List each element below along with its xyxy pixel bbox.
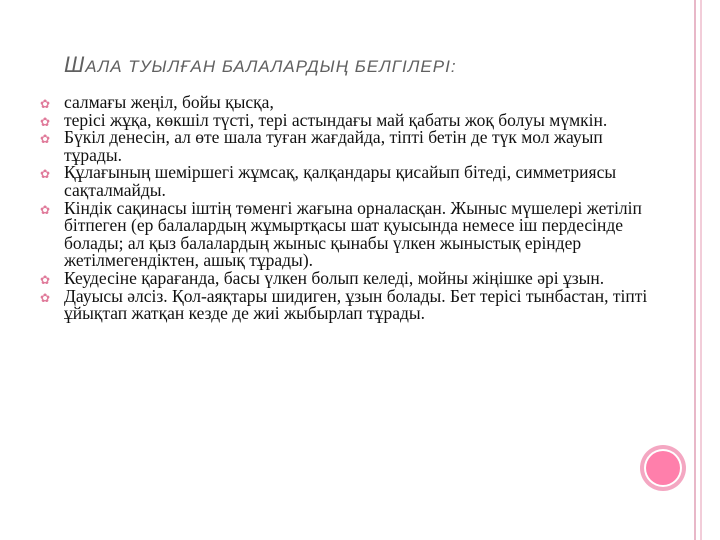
decorative-border <box>694 0 720 540</box>
list-item <box>40 129 660 164</box>
decorative-border-line <box>700 0 702 540</box>
flower-bullet-icon: ✿ <box>40 97 51 111</box>
list-item-text: Құлағының шеміршегі жұмсақ, қалқандары қисайып бітеді, симметриясы сақталмайды. <box>64 162 617 200</box>
list-item-text: салмағы жеңіл, бойы қысқа, <box>64 92 274 112</box>
list-item <box>40 285 660 324</box>
list-item-text: Дауысы әлсіз. Қол-аяқтары шидиген, ұзын болады. Бет терісі тынбастан, тіпті ұйықтап жатқан кезде де жиі жыбырлап тұрады. <box>64 285 648 324</box>
list-item-text: терісі жұқа, көкшіл түсті, тері астындағы май қабаты жоқ болуы мүмкін. <box>64 109 608 130</box>
slide-title-initial: Ш <box>64 52 86 77</box>
flower-bullet-icon: ✿ <box>40 114 51 129</box>
flower-bullet-icon: ✿ <box>40 167 51 182</box>
decorative-circle <box>640 445 686 491</box>
list-item <box>40 164 660 199</box>
flower-bullet-icon: ✿ <box>40 202 51 217</box>
list-item-text: Бүкіл денесін, ал өте шала туған жағдайда, тіпті бетін де түк мол жауып тұрады. <box>64 127 603 165</box>
slide-title <box>64 52 457 78</box>
list-item <box>40 197 660 271</box>
decorative-circle-dot <box>646 451 680 485</box>
flower-bullet-icon: ✿ <box>40 132 51 147</box>
slide-title-rest: АЛА ТУЫЛҒАН БАЛАЛАРДЫҢ БЕЛГІЛЕРІ: <box>85 57 457 76</box>
list-item-text: Кіндік сақинасы іштің төменгі жағына орналасқан. Жыныс мүшелері жетіліп бітпеген (ер балалардың жұмыртқасы шат қуысында немесе іш пердесінде болады; ал қыз балалардың жыныс қынабы үлкен жыныстық еріндер жетілмегендіктен, ашық тұрады). <box>64 197 642 271</box>
bullet-list <box>40 94 660 323</box>
flower-bullet-icon: ✿ <box>40 272 51 287</box>
list-item-text: Кеудесіне қарағанда, басы үлкен болып келеді, мойны жіңішке әрі ұзын. <box>64 267 605 288</box>
flower-bullet-icon: ✿ <box>40 290 51 305</box>
